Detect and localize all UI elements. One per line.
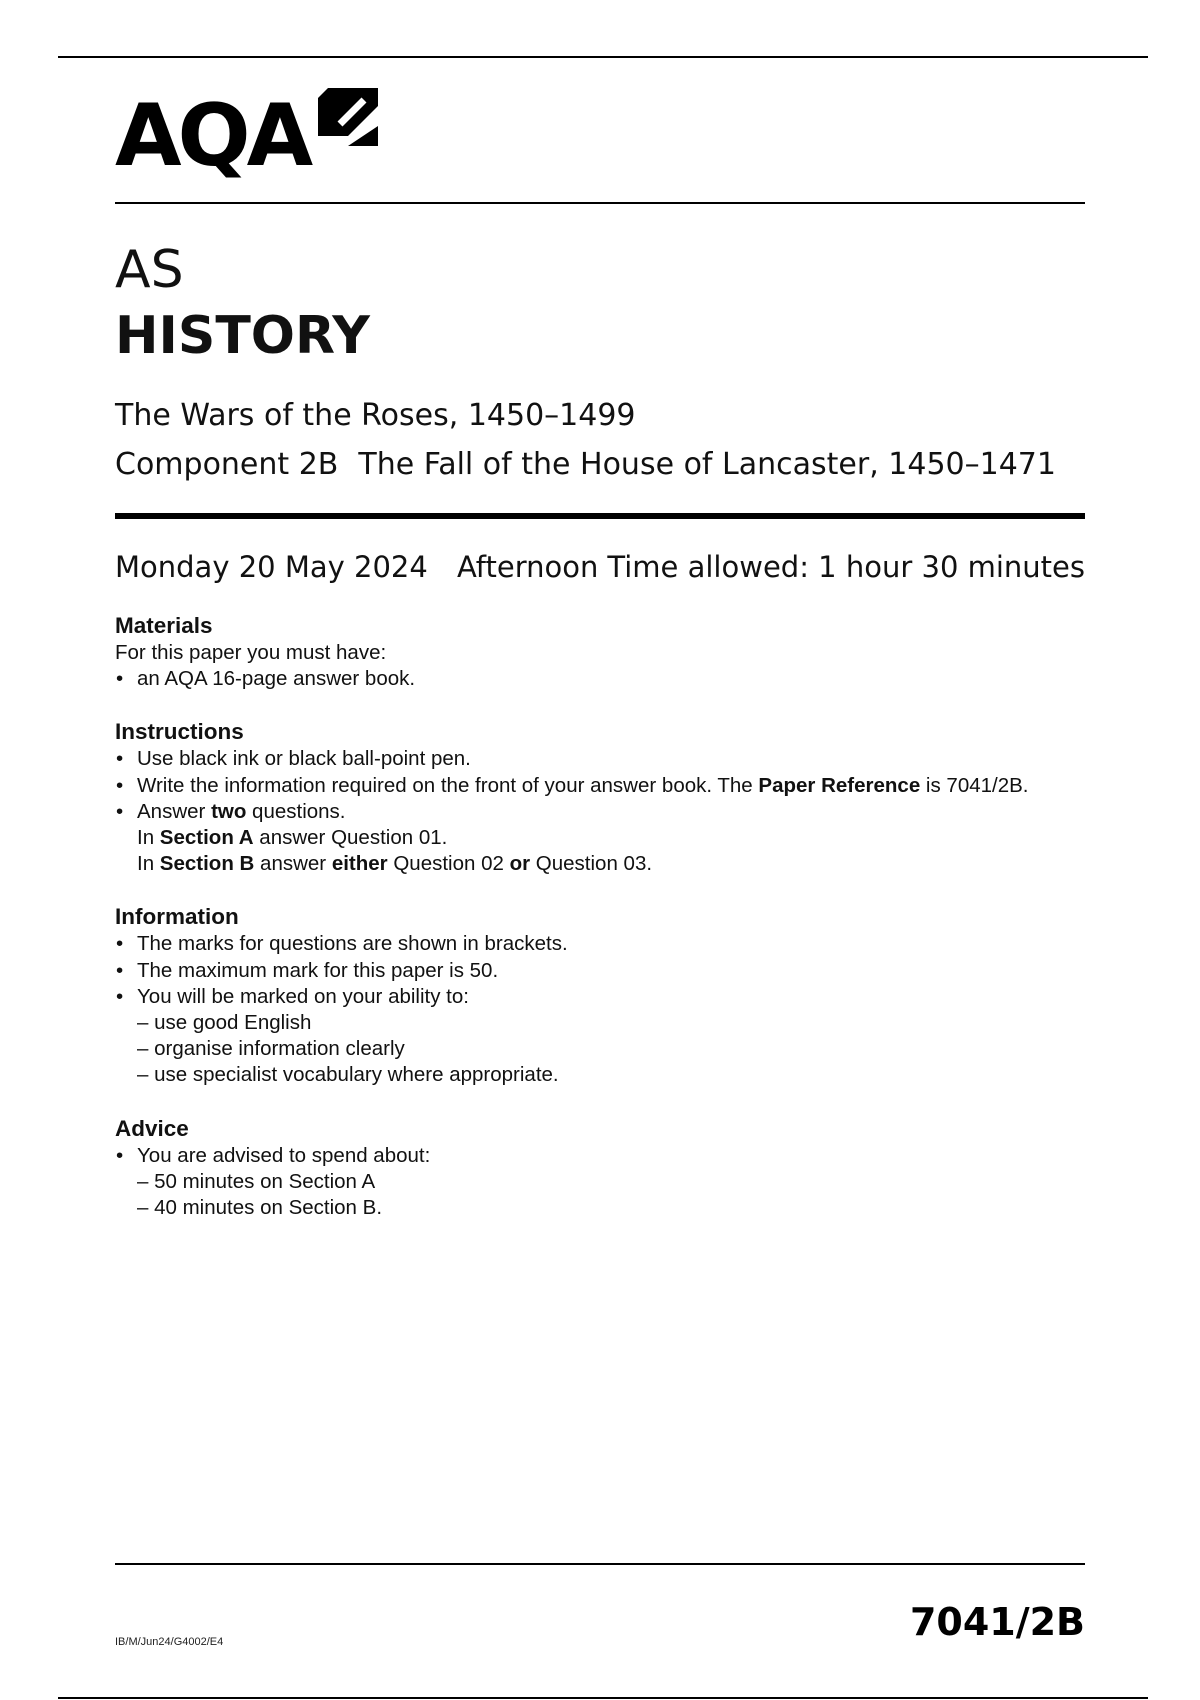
aqa-logo bbox=[115, 88, 395, 188]
instruction-line bbox=[137, 825, 1075, 851]
bottom-rule bbox=[58, 1697, 1148, 1699]
instruction-text: Write the information required on the front of your answer book. The bbox=[137, 773, 759, 797]
instruction-line bbox=[137, 799, 1075, 825]
footer-reference: IB/M/Jun24/G4002/E4 bbox=[115, 1636, 224, 1648]
instruction-text: In bbox=[137, 852, 160, 876]
instruction-text: questions. bbox=[246, 799, 346, 823]
instructions-section bbox=[115, 718, 1075, 877]
component-code: Component 2B bbox=[115, 447, 339, 482]
paper-title: The Wars of the Roses, 1450–1499 bbox=[115, 398, 636, 433]
instruction-emphasis: two bbox=[211, 799, 247, 823]
instructions-list bbox=[115, 746, 1075, 877]
information-subitem: – organise information clearly bbox=[137, 1037, 405, 1061]
instruction-line bbox=[137, 851, 1075, 877]
information-subitem: – use good English bbox=[137, 1011, 312, 1035]
information-list bbox=[115, 931, 1075, 1088]
instruction-emphasis: Paper Reference bbox=[758, 773, 921, 797]
top-rule bbox=[58, 56, 1148, 58]
instruction-text: Question 02 bbox=[387, 852, 510, 876]
information-item bbox=[115, 984, 1075, 1089]
subject-title: HISTORY bbox=[115, 306, 370, 366]
advice-item bbox=[115, 1143, 1075, 1222]
paper-code: 7041/2B bbox=[909, 1600, 1085, 1644]
component-title bbox=[115, 447, 1056, 482]
instruction-text: Answer bbox=[137, 799, 212, 823]
materials-heading: Materials bbox=[115, 613, 213, 638]
advice-heading: Advice bbox=[115, 1115, 189, 1141]
advice-subitem: – 50 minutes on Section A bbox=[137, 1169, 376, 1193]
materials-intro: For this paper you must have: bbox=[115, 641, 387, 664]
instruction-text: In bbox=[137, 826, 160, 850]
exam-date: Monday 20 May 2024 bbox=[115, 550, 428, 584]
exam-session: Afternoon bbox=[457, 550, 599, 584]
instruction-emphasis: or bbox=[509, 852, 531, 876]
information-line: • You will be marked on your ability to: bbox=[137, 984, 469, 1008]
instruction-emphasis: either bbox=[331, 852, 388, 876]
materials-section bbox=[115, 612, 1075, 692]
materials-item: • an AQA 16-page answer book. bbox=[115, 666, 1075, 692]
rubric bbox=[115, 612, 1075, 1247]
advice-line: • You are advised to spend about: bbox=[137, 1143, 431, 1167]
advice-section bbox=[115, 1115, 1075, 1222]
component-name: The Fall of the House of Lancaster, 1450–1471 bbox=[358, 447, 1056, 482]
instruction-text: Question 03. bbox=[530, 852, 653, 876]
instruction-item bbox=[115, 773, 1075, 799]
advice-subitem: – 40 minutes on Section B. bbox=[137, 1196, 383, 1220]
qualification-level: AS bbox=[115, 240, 184, 300]
instruction-text: is 7041/2B. bbox=[920, 773, 1029, 797]
instruction-emphasis: Section B bbox=[159, 852, 255, 876]
advice-list bbox=[115, 1143, 1075, 1222]
instruction-emphasis: Section A bbox=[159, 826, 254, 850]
information-section bbox=[115, 903, 1075, 1088]
instruction-text: answer bbox=[254, 852, 332, 876]
time-allowed: Time allowed: 1 hour 30 minutes bbox=[607, 550, 1085, 584]
logo-text: AQA bbox=[115, 86, 310, 186]
instruction-item bbox=[115, 799, 1075, 878]
footer-divider bbox=[115, 1563, 1085, 1565]
title-divider bbox=[115, 513, 1085, 519]
information-subitem: – use specialist vocabulary where appropriate. bbox=[137, 1063, 559, 1087]
materials-list bbox=[115, 666, 1075, 692]
logo-divider bbox=[115, 202, 1085, 204]
instructions-heading: Instructions bbox=[115, 719, 244, 745]
instruction-item: • Use black ink or black ball-point pen. bbox=[115, 746, 1075, 772]
information-heading: Information bbox=[115, 904, 239, 930]
information-item: • The marks for questions are shown in brackets. bbox=[115, 931, 1075, 957]
instruction-text: answer Question 01. bbox=[253, 826, 448, 850]
information-item: • The maximum mark for this paper is 50. bbox=[115, 958, 1075, 984]
aqa-logo-mark-icon bbox=[318, 88, 378, 148]
